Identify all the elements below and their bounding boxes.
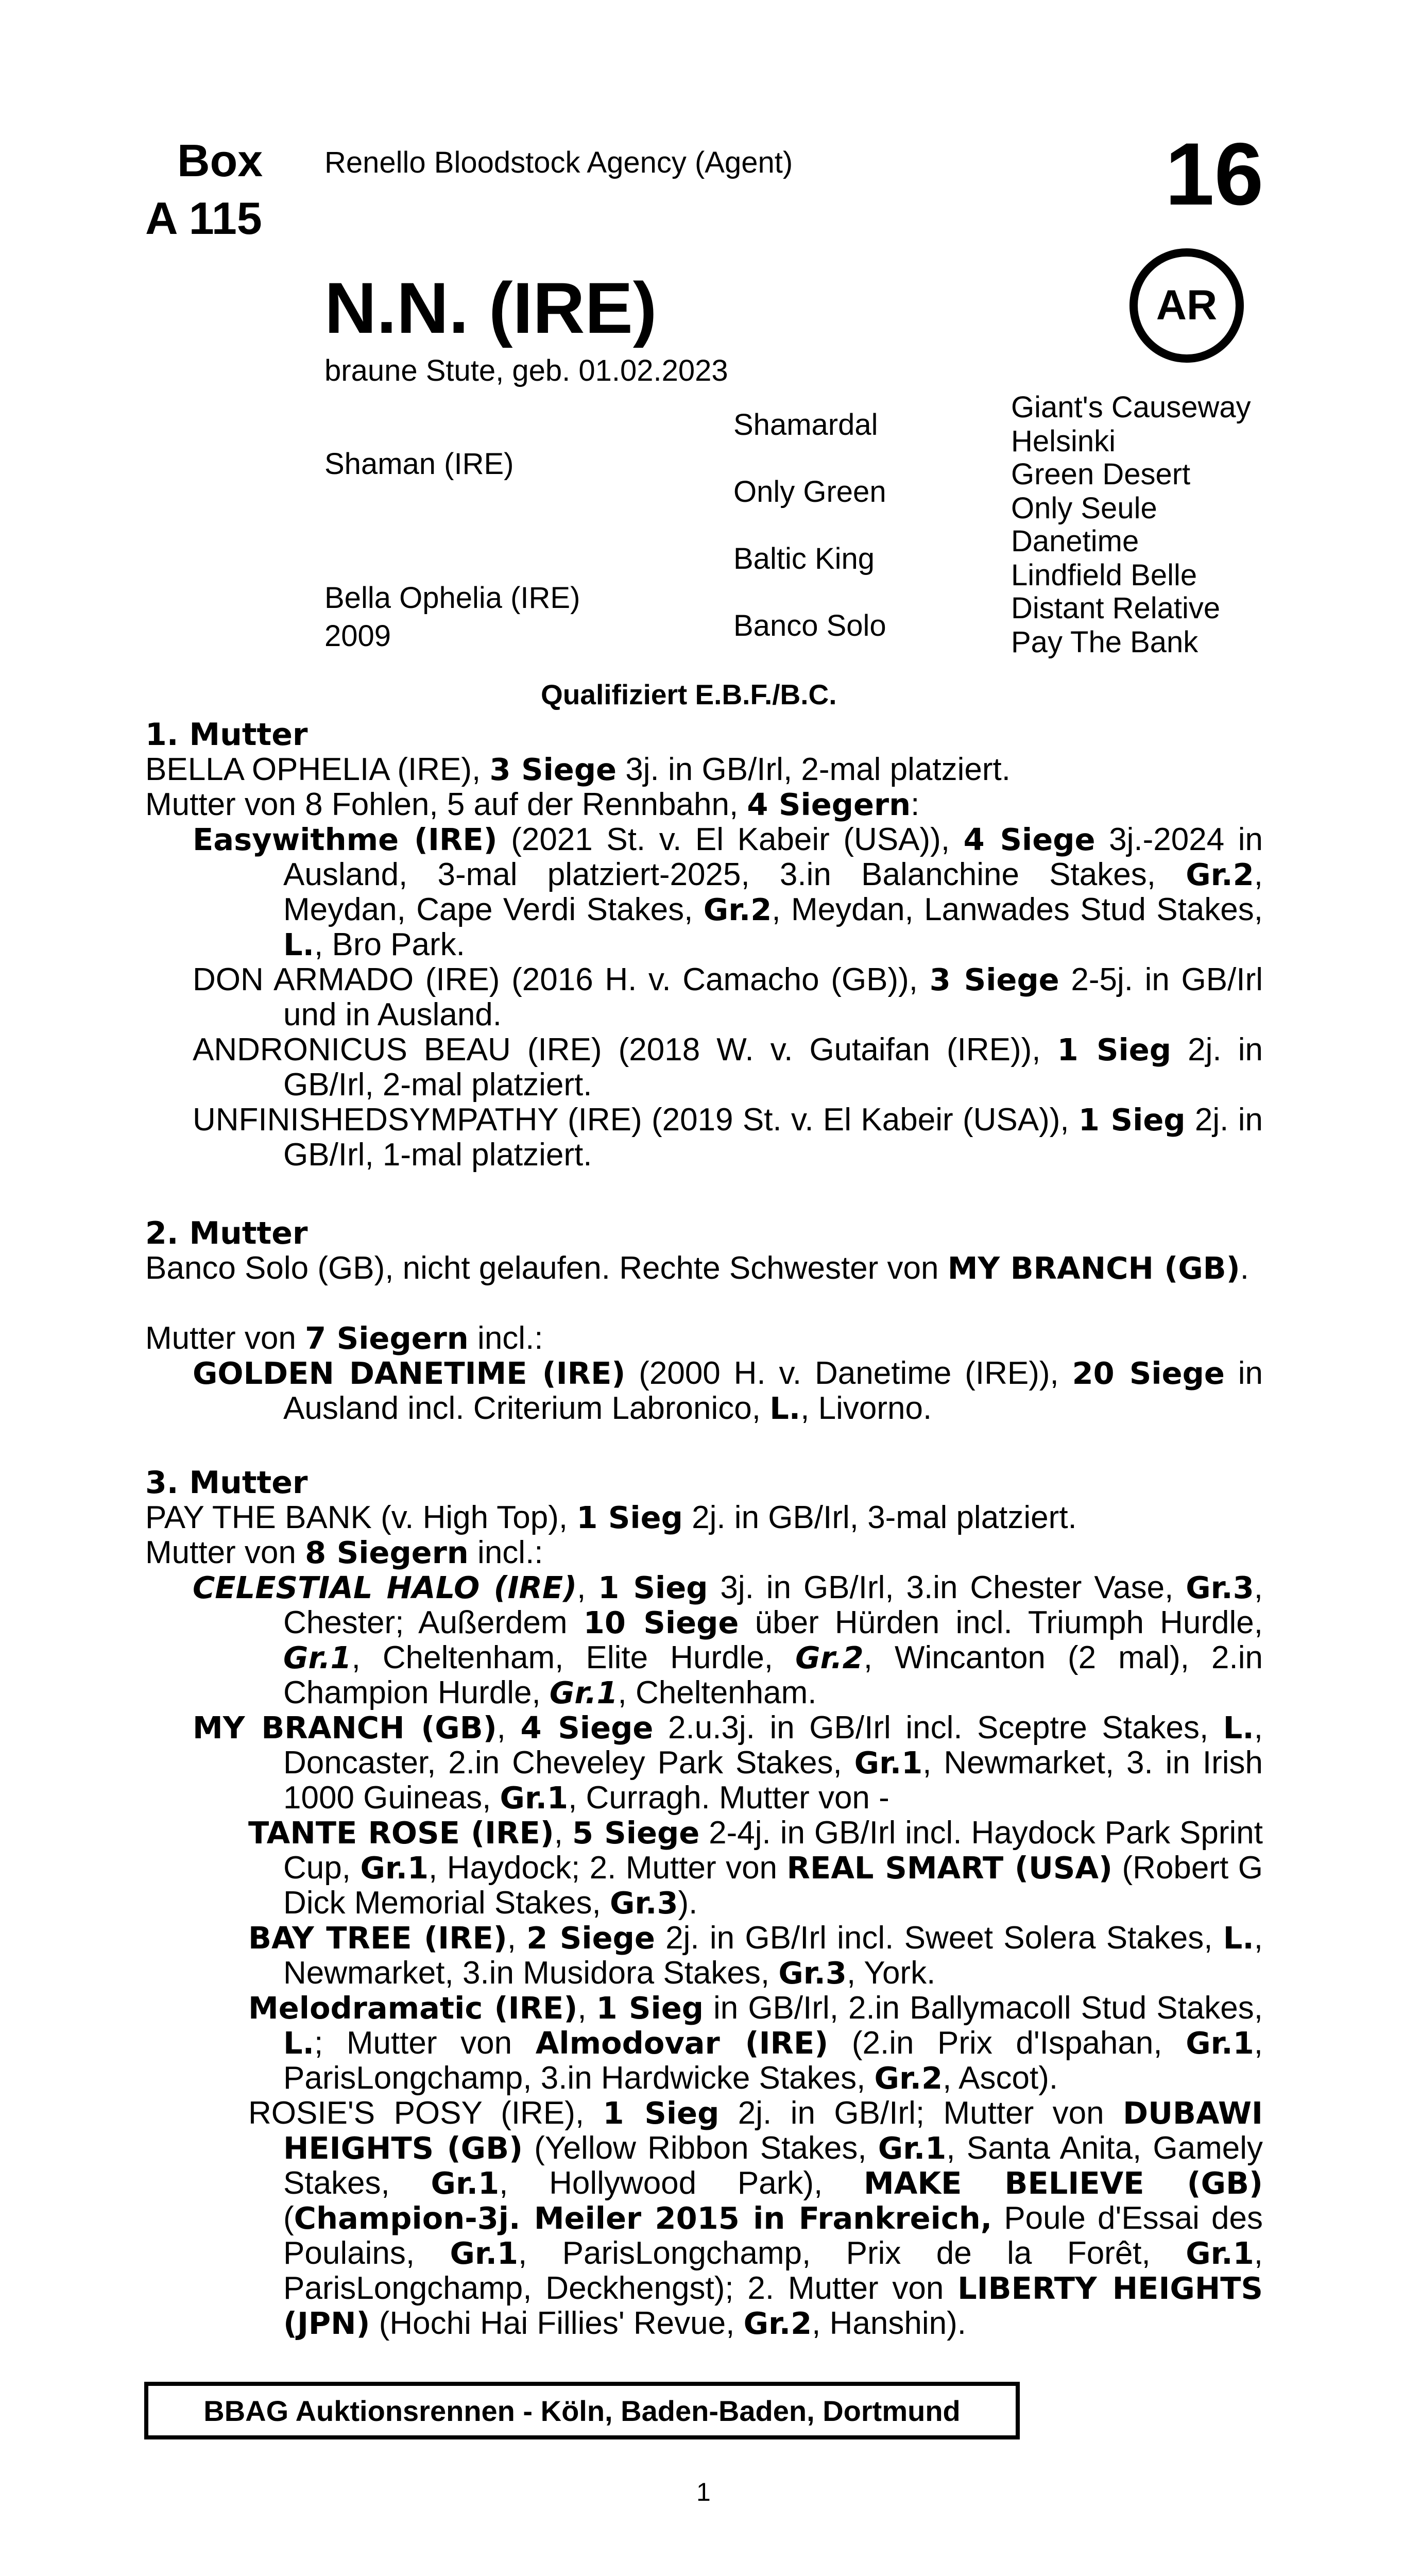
- qualification: Qualifiziert E.B.F./B.C.: [541, 679, 837, 710]
- horse-name: N.N. (IRE): [324, 267, 657, 348]
- progeny-entry: CELESTIAL HALO (IRE), 1 Sieg 3j. in GB/Irl, 3.in Chester Vase, Gr.3, Chester; Außerdem 10 Siege über Hürden incl. Triumph Hurdle, Gr.1, Cheltenham, Elite Hurdle, Gr.2, Wincanton (2 mal), 2.in Champion Hurdle, Gr.1, Cheltenham.: [193, 1570, 1263, 1710]
- box-label: Box: [177, 135, 263, 186]
- pedigree-great-grandparent: Pay The Bank: [1011, 625, 1198, 659]
- section-title-third-dam: 3. Mutter: [145, 1465, 308, 1501]
- progeny-entry: GOLDEN DANETIME (IRE) (2000 H. v. Danetime (IRE)), 20 Siege in Ausland incl. Criterium Labronico, L., Livorno.: [193, 1355, 1263, 1426]
- agent-name: Renello Bloodstock Agency (Agent): [324, 146, 793, 179]
- pedigree-sire: Shaman (IRE): [324, 447, 514, 481]
- third-dam-progeny: Mutter von 8 Siegern incl.:: [145, 1535, 543, 1570]
- catalogue-number: 16: [1165, 125, 1264, 224]
- box-number: A 115: [145, 193, 262, 244]
- pedigree-dam-year: 2009: [324, 619, 391, 653]
- second-dam-record: Banco Solo (GB), nicht gelaufen. Rechte Schwester von MY BRANCH (GB).: [145, 1250, 1249, 1286]
- grand-progeny-entry: Melodramatic (IRE), 1 Sieg in GB/Irl, 2.in Ballymacoll Stud Stakes, L.; Mutter von Almodovar (IRE) (2.in Prix d'Ispahan, Gr.1, ParisLongchamp, 3.in Hardwicke Stakes, Gr.2, Ascot).: [248, 1990, 1263, 2096]
- horse-description: braune Stute, geb. 01.02.2023: [324, 354, 728, 387]
- ar-badge-label: AR: [1156, 282, 1218, 329]
- pedigree-great-grandparent: Distant Relative: [1011, 591, 1221, 625]
- page-number: 1: [696, 2478, 711, 2506]
- progeny-entry: DON ARMADO (IRE) (2016 H. v. Camacho (GB)), 3 Siege 2-5j. in GB/Irl und in Ausland.: [193, 962, 1263, 1032]
- ar-badge: [1129, 248, 1244, 363]
- grand-progeny-entry: BAY TREE (IRE), 2 Siege 2j. in GB/Irl incl. Sweet Solera Stakes, L., Newmarket, 3.in Musidora Stakes, Gr.3, York.: [248, 1920, 1263, 1991]
- third-dam-record: PAY THE BANK (v. High Top), 1 Sieg 2j. in GB/Irl, 3-mal platziert.: [145, 1500, 1077, 1535]
- pedigree-great-grandparent: Giant's Causeway: [1011, 391, 1251, 424]
- auction-races-box: [144, 2382, 1020, 2439]
- first-dam-progeny: Mutter von 8 Fohlen, 5 auf der Rennbahn, 4 Siegern:: [145, 787, 920, 822]
- grand-progeny-entry: TANTE ROSE (IRE), 5 Siege 2-4j. in GB/Irl incl. Haydock Park Sprint Cup, Gr.1, Haydock; 2. Mutter von REAL SMART (USA) (Robert G Dick Memorial Stakes, Gr.3).: [248, 1815, 1263, 1921]
- progeny-entry: MY BRANCH (GB), 4 Siege 2.u.3j. in GB/Irl incl. Sceptre Stakes, L., Doncaster, 2.in Cheveley Park Stakes, Gr.1, Newmarket, 3. in Irish 1000 Guineas, Gr.1, Curragh. Mutter von -: [193, 1710, 1263, 1816]
- pedigree-dam: Bella Ophelia (IRE): [324, 581, 580, 615]
- first-dam-record: BELLA OPHELIA (IRE), 3 Siege 3j. in GB/Irl, 2-mal platziert.: [145, 752, 1011, 787]
- pedigree-grandparent: Banco Solo: [733, 609, 886, 642]
- pedigree-great-grandparent: Lindfield Belle: [1011, 558, 1197, 592]
- second-dam-progeny: Mutter von 7 Siegern incl.:: [145, 1320, 543, 1356]
- pedigree-great-grandparent: Danetime: [1011, 524, 1139, 558]
- pedigree-great-grandparent: Green Desert: [1011, 457, 1191, 491]
- section-title-first-dam: 1. Mutter: [145, 717, 308, 753]
- section-title-second-dam: 2. Mutter: [145, 1215, 308, 1251]
- pedigree-great-grandparent: Helsinki: [1011, 425, 1116, 458]
- pedigree-grandparent: Baltic King: [733, 542, 875, 575]
- pedigree-grandparent: Shamardal: [733, 408, 878, 442]
- pedigree-great-grandparent: Only Seule: [1011, 492, 1157, 525]
- progeny-entry: Easywithme (IRE) (2021 St. v. El Kabeir (USA)), 4 Siege 3j.-2024 in Ausland, 3-mal platziert-2025, 3.in Balanchine Stakes, Gr.2, Meydan, Cape Verdi Stakes, Gr.2, Meydan, Lanwades Stud Stakes, L., Bro Park.: [193, 822, 1263, 962]
- pedigree-grandparent: Only Green: [733, 475, 886, 509]
- grand-progeny-entry: ROSIE'S POSY (IRE), 1 Sieg 2j. in GB/Irl; Mutter von DUBAWI HEIGHTS (GB) (Yellow Ribbon Stakes, Gr.1, Santa Anita, Gamely Stakes, Gr.1, Hollywood Park), MAKE BELIEVE (GB) (Champion-3j. Meiler 2015 in Frankreich, Poule d'Essai des Poulains, Gr.1, ParisLongchamp, Prix de la Forêt, Gr.1, ParisLongchamp, Deckhengst); 2. Mutter von LIBERTY HEIGHTS (JPN) (Hochi Hai Fillies' Revue, Gr.2, Hanshin).: [248, 2095, 1263, 2341]
- auction-races-label: BBAG Auktionsrennen - Köln, Baden-Baden, Dortmund: [203, 2394, 961, 2427]
- progeny-entry: UNFINISHEDSYMPATHY (IRE) (2019 St. v. El Kabeir (USA)), 1 Sieg 2j. in GB/Irl, 1-mal platziert.: [193, 1102, 1263, 1173]
- progeny-entry: ANDRONICUS BEAU (IRE) (2018 W. v. Gutaifan (IRE)), 1 Sieg 2j. in GB/Irl, 2-mal platziert.: [193, 1032, 1263, 1103]
